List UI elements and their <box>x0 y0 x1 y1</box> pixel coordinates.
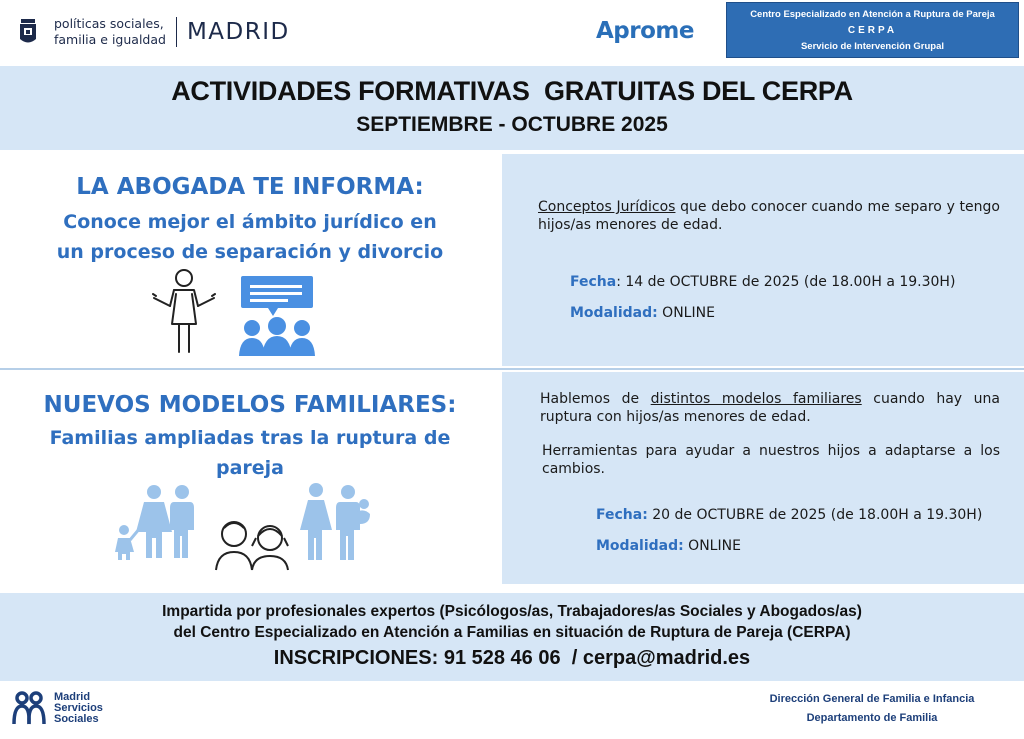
madrid-sub-line2: familia e igualdad <box>54 32 166 47</box>
activity-2-description-1 <box>540 390 1000 426</box>
lawyer-speaker-icon <box>152 268 216 354</box>
activity-1-subtitle <box>0 207 500 267</box>
logo-separator <box>176 17 177 47</box>
madrid-servicios-sociales-logo <box>10 690 103 726</box>
activity-1-subtitle-line2: un proceso de separación y divorcio <box>56 241 444 263</box>
servicios-sociales-text <box>54 692 103 725</box>
activity-1-details <box>502 154 1024 366</box>
ms-line1: Madrid <box>54 690 91 703</box>
ms-line3: Sociales <box>54 712 99 725</box>
activity-2-subtitle <box>0 423 500 483</box>
activity-2-description-2: Herramientas para ayudar a nuestros hijos a adaptarse a los cambios. <box>542 443 1000 477</box>
activity-1-date-label: Fecha <box>570 274 617 290</box>
dg-line2: Departamento de Familia <box>806 712 938 724</box>
madrid-department <box>54 16 166 48</box>
activity-2-date-value: 20 de OCTUBRE de 2025 (de 18.00H a 19.30H) <box>647 507 983 523</box>
activity-1-date-value: : 14 de OCTUBRE de 2025 (de 18.00H a 19.30H) <box>616 274 956 290</box>
dg-line1: Dirección General de Familia e Infancia <box>769 693 975 705</box>
page-title: ACTIVIDADES FORMATIVAS GRATUITAS DEL CERPA <box>171 76 853 106</box>
madrid-crest-icon <box>18 17 38 47</box>
activity-2-mode <box>596 538 741 554</box>
cerpa-box-line1: Centro Especializado en Atención a Ruptura de Pareja <box>750 9 995 20</box>
activity-2-subtitle-line2: pareja <box>215 457 284 479</box>
activity-2-subtitle-line1: Familias ampliadas tras la ruptura de <box>49 427 451 449</box>
ms-line2: Servicios <box>54 701 103 714</box>
title-band <box>0 66 1024 150</box>
footer-band <box>0 593 1024 681</box>
activity-2-heading: NUEVOS MODELOS FAMILIARES: <box>43 392 457 418</box>
cerpa-box-line2: CERPA <box>847 25 898 36</box>
footer-text <box>0 601 1024 643</box>
madrid-logo <box>18 16 290 48</box>
madrid-wordmark: MADRID <box>186 19 290 45</box>
activity-2 <box>0 368 1024 586</box>
cerpa-box <box>726 2 1019 58</box>
page-subtitle: SEPTIEMBRE - OCTUBRE 2025 <box>356 113 668 136</box>
activity-2-date-label: Fecha: <box>596 507 648 523</box>
activity-1-date <box>570 274 955 290</box>
family-icon <box>112 484 204 560</box>
servicios-sociales-icon <box>10 690 48 726</box>
registration-contact: INSCRIPCIONES: 91 528 46 06 / cerpa@madrid.es <box>273 647 751 669</box>
activity-1-mode <box>570 305 715 321</box>
activity-2-desc1-underlined: distintos modelos familiares <box>650 391 862 407</box>
madrid-sub-line1: políticas sociales, <box>54 16 164 31</box>
activity-1 <box>0 150 1024 368</box>
footer-line2: del Centro Especializado en Atención a Familias en situación de Ruptura de Pareja (CERPA) <box>173 624 851 641</box>
activity-1-heading: LA ABOGADA TE INFORMA: <box>76 174 424 200</box>
activity-2-details <box>502 372 1024 584</box>
activity-2-mode-value: ONLINE <box>683 538 741 554</box>
activity-2-date <box>596 507 982 523</box>
audience-icon <box>238 276 316 358</box>
activity-2-mode-label: Modalidad: <box>596 538 684 554</box>
parent-with-baby-icon <box>298 482 374 562</box>
activity-1-mode-label: Modalidad: <box>570 305 658 321</box>
activity-2-desc1-post: cuando hay una ruptura con hijos/as menores de edad. <box>540 391 1001 425</box>
direccion-general <box>736 690 1008 728</box>
aprome-logo: Aprome <box>596 18 694 44</box>
activity-2-desc1-pre: Hablemos de <box>540 391 651 407</box>
activity-1-mode-value: ONLINE <box>657 305 715 321</box>
activity-1-desc-underlined: Conceptos Jurídicos <box>538 199 676 215</box>
header <box>0 0 1024 66</box>
children-icon <box>212 516 294 572</box>
footer-line1: Impartida por profesionales expertos (Psicólogos/as, Trabajadores/as Sociales y Abogados/as) <box>162 603 862 620</box>
activity-1-desc-rest: que debo conocer cuando me separo y tengo hijos/as menores de edad. <box>538 199 1000 233</box>
activity-1-description <box>538 198 1000 234</box>
cerpa-box-line3: Servicio de Intervención Grupal <box>800 41 945 52</box>
activity-1-subtitle-line1: Conoce mejor el ámbito jurídico en <box>63 211 437 233</box>
